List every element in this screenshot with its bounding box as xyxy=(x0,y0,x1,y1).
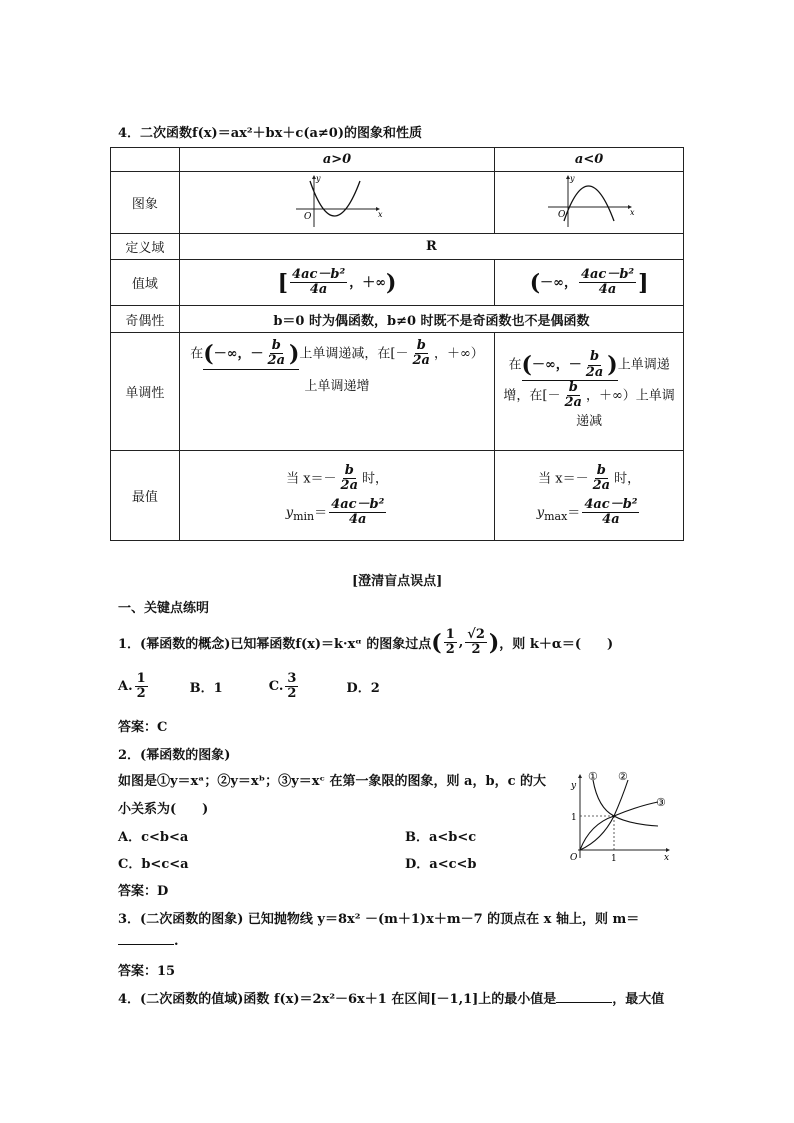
row-label-graph: 图象 xyxy=(111,172,180,234)
header-a-negative: a<0 xyxy=(495,148,684,172)
question-1-options: A. $\frac{1}{2}$ B．1 C. $\frac{3}{2}$ D．2 xyxy=(118,671,380,702)
table-row-monotonic xyxy=(111,333,684,451)
clarify-subtitle: 一、关键点练明 xyxy=(118,601,210,616)
graph-y-label: y xyxy=(316,173,321,183)
table-row-parity xyxy=(111,306,684,333)
answer-blank[interactable] xyxy=(556,1002,612,1003)
graph-cell-downward xyxy=(495,172,684,234)
table-row-extreme xyxy=(111,451,684,541)
graph-origin-label: O xyxy=(558,209,566,220)
answer-blank[interactable] xyxy=(118,944,174,945)
monotonic-positive: 在(－∞，－ $\frac{b}{2a}$ )上单调递减，在[－ $\frac{b}{2a}$ ，＋∞） 上单调递增 xyxy=(179,333,494,451)
row-label-domain: 定义域 xyxy=(111,234,180,260)
row-label-range: 值域 xyxy=(111,260,180,306)
question-4: 4．(二次函数的值域)函数 f(x)＝2x²－6x＋1 在区间[－1,1]上的最小值是 ，最大值 xyxy=(118,992,665,1007)
question-2-option-b: B．a<b<c xyxy=(405,830,477,845)
graph-y-label: y xyxy=(570,173,575,183)
row-label-extreme: 最值 xyxy=(111,451,180,541)
fig-y-label: y xyxy=(571,781,577,791)
table-row-domain xyxy=(111,234,684,260)
table-row-range xyxy=(111,260,684,306)
question-2-option-d: D．a<c<b xyxy=(405,857,477,872)
row-label-parity: 奇偶性 xyxy=(111,306,180,333)
answer-2: 答案：D xyxy=(118,884,169,899)
curve-3-label: ③ xyxy=(656,796,666,809)
properties-table xyxy=(110,147,684,541)
answer-1: 答案：C xyxy=(118,720,168,735)
header-empty-cell xyxy=(111,148,180,172)
question-3-line1: 3．(二次函数的图象) 已知抛物线 y＝8x² －(m＋1)x＋m－7 的顶点在 x 轴上，则 m＝ xyxy=(118,912,640,927)
fig-x-label: x xyxy=(664,853,670,863)
graph-origin-label: O xyxy=(304,211,312,222)
extreme-positive: 当 x＝－ $\frac{b}{2a}$ 时， $y_{min}=$ $\frac{\text{4ac－b²}}{4a}$ xyxy=(179,451,494,541)
curve-1-label: ① xyxy=(588,770,598,783)
fig-origin-label: O xyxy=(570,853,578,863)
monotonic-negative: 在(－∞，－ $\frac{b}{2a}$ )上单调递 增，在[－ $\frac{b}{2a}$ ，＋∞）上单调 递减 xyxy=(495,333,684,451)
question-2-title: 2．(幂函数的图象) xyxy=(118,748,231,763)
header-a-positive: a>0 xyxy=(179,148,494,172)
range-negative: (－∞， $\frac{\text{4ac－b²}}{4a}$ ] xyxy=(495,260,684,306)
clarify-title: [澄清盲点误点] xyxy=(352,574,443,589)
question-2-option-c: C．b<c<a xyxy=(118,857,189,872)
fig-x-one-label: 1 xyxy=(611,854,617,864)
extreme-negative: 当 x＝－ $\frac{b}{2a}$ 时， $y_{max}=$ $\frac{\text{4ac－b²}}{4a}$ xyxy=(495,451,684,541)
answer-3: 答案：15 xyxy=(118,964,176,979)
power-function-figure xyxy=(562,768,674,862)
question-3-line2: . xyxy=(118,934,179,949)
curve-2-label: ② xyxy=(618,770,628,783)
question-2-option-a: A．c<b<a xyxy=(118,830,189,845)
parity-value: b＝0 时为偶函数，b≠0 时既不是奇函数也不是偶函数 xyxy=(179,306,683,333)
graph-x-label: x xyxy=(630,207,635,217)
graph-x-label: x xyxy=(378,209,383,219)
fig-y-one-label: 1 xyxy=(571,813,577,823)
domain-value: R xyxy=(179,234,683,260)
question-1: 1．(幂函数的概念)已知幂函数f(x)＝k·xᵅ 的图象过点 ( $\frac{1}{2}$ , $\frac{√2}{2}$ ) ，则 k＋α＝( ) xyxy=(118,627,614,658)
table-header-row xyxy=(111,148,684,172)
section-heading: 4．二次函数f(x)＝ax²＋bx＋c(a≠0)的图象和性质 xyxy=(118,126,422,141)
table-row-graph xyxy=(111,172,684,234)
question-2-line2: 小关系为( ) xyxy=(118,802,209,817)
range-positive: [ $\frac{\text{4ac－b²}}{4a}$ ，＋∞) xyxy=(179,260,494,306)
downward-parabola-graph xyxy=(544,173,634,229)
graph-cell-upward xyxy=(179,172,494,234)
upward-parabola-graph xyxy=(292,173,382,229)
row-label-monotonic: 单调性 xyxy=(111,333,180,451)
question-2-line1: 如图是①y＝xᵃ；②y＝xᵇ；③y＝xᶜ 在第一象限的图象，则 a，b，c 的大 xyxy=(118,774,547,789)
